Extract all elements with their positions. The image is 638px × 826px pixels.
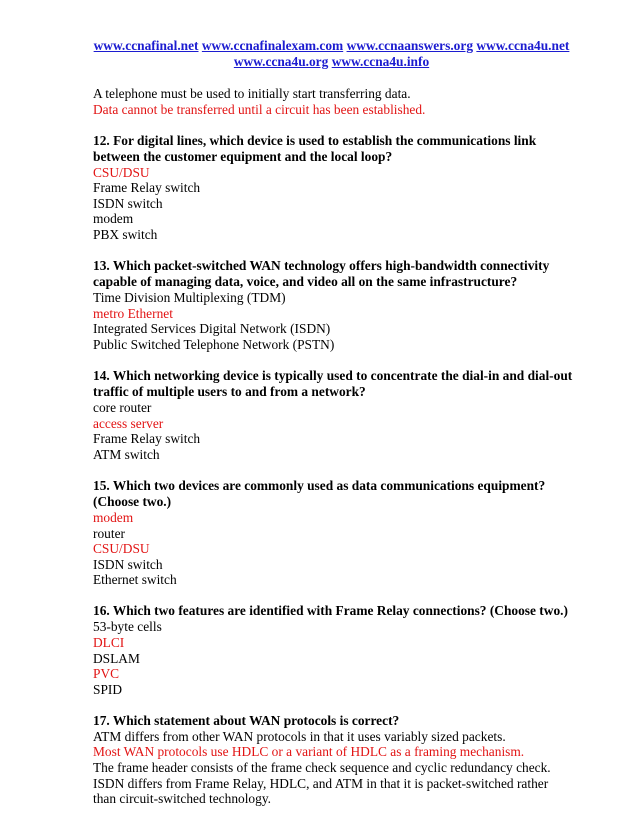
answer-option-correct: PVC [93, 666, 120, 682]
intro-correct-line: Data cannot be transferred until a circuit has been established. [93, 101, 426, 117]
answer-option: ISDN differs from Frame Relay, HDLC, and ATM in that it is packet-switched rather [93, 775, 549, 791]
intro-line: A telephone must be used to initially start transferring data. [93, 86, 411, 101]
answer-option-correct: access server [93, 415, 164, 431]
answer-option: Frame Relay switch [93, 180, 201, 196]
question-text: 15. Which two devices are commonly used as data communications equipment? (Choose two.) [93, 477, 546, 509]
answer-option: modem [93, 211, 134, 227]
answer-option-correct: CSU/DSU [93, 164, 150, 180]
answer-option: ATM switch [93, 446, 160, 462]
answer-option: The frame header consists of the frame check sequence and cyclic redundancy check. [93, 760, 551, 776]
question-number: 16 [93, 603, 107, 619]
question-text: 17. Which statement about WAN protocols is correct? [93, 712, 400, 728]
link-ccna4u-net[interactable]: www.ccna4u.net [476, 38, 570, 53]
answer-option-correct: DLCI [93, 634, 125, 650]
link-ccnafinal-net[interactable]: www.ccnafinal.net [93, 38, 199, 53]
answer-option-correct: CSU/DSU [93, 541, 150, 557]
answer-option: Time Division Multiplexing (TDM) [93, 290, 286, 306]
link-ccna4u-org[interactable]: www.ccna4u.org [233, 54, 329, 69]
question-16 [93, 603, 578, 697]
answer-option: than circuit-switched technology. [93, 791, 271, 807]
question-number: 13 [93, 258, 107, 274]
question-number: 12 [93, 132, 107, 148]
answer-option-correct: Most WAN protocols use HDLC or a variant of HDLC as a framing mechanism. [93, 744, 525, 760]
question-number: 15 [93, 477, 107, 493]
answer-option: ISDN switch [93, 556, 163, 572]
question-12 [93, 133, 578, 243]
answer-option-correct: modem [93, 509, 134, 525]
answer-option: Ethernet switch [93, 572, 177, 588]
question-14 [93, 368, 578, 462]
answer-option: Integrated Services Digital Network (ISDN) [93, 321, 331, 337]
link-ccnaanswers-org[interactable]: www.ccnaanswers.org [346, 38, 474, 53]
question-text: 13. Which packet-switched WAN technology offers high-bandwidth connectivity capable of managing data, voice, and video all on the same infrastructure? [93, 258, 550, 290]
link-ccnafinalexam-com[interactable]: www.ccnafinalexam.com [201, 38, 344, 53]
header-links [85, 38, 578, 70]
question-17 [93, 713, 578, 807]
answer-option: core router [93, 400, 152, 416]
question-number: 17 [93, 712, 107, 728]
answer-option: SPID [93, 681, 123, 697]
intro-block [93, 86, 578, 117]
question-15 [93, 478, 578, 588]
answer-option: Frame Relay switch [93, 431, 201, 447]
answer-option: PBX switch [93, 227, 158, 243]
question-text: 14. Which networking device is typically used to concentrate the dial-in and dial-out traffic of multiple users to and from a network? [93, 368, 573, 400]
question-number: 14 [93, 368, 107, 384]
answer-option-correct: metro Ethernet [93, 305, 173, 321]
answer-option: ISDN switch [93, 195, 163, 211]
question-13 [93, 258, 578, 352]
question-text: 16. Which two features are identified with Frame Relay connections? (Choose two.) [93, 603, 568, 619]
answer-option: ATM differs from other WAN protocols in that it uses variably sized packets. [93, 728, 506, 744]
answer-option: router [93, 525, 125, 541]
question-text: 12. For digital lines, which device is used to establish the communications link between the customer equipment and the local loop? [93, 132, 537, 164]
answer-option: DSLAM [93, 650, 140, 666]
link-ccna4u-info[interactable]: www.ccna4u.info [331, 54, 430, 69]
answer-option: Public Switched Telephone Network (PSTN) [93, 336, 335, 352]
answer-option: 53-byte cells [93, 619, 162, 635]
